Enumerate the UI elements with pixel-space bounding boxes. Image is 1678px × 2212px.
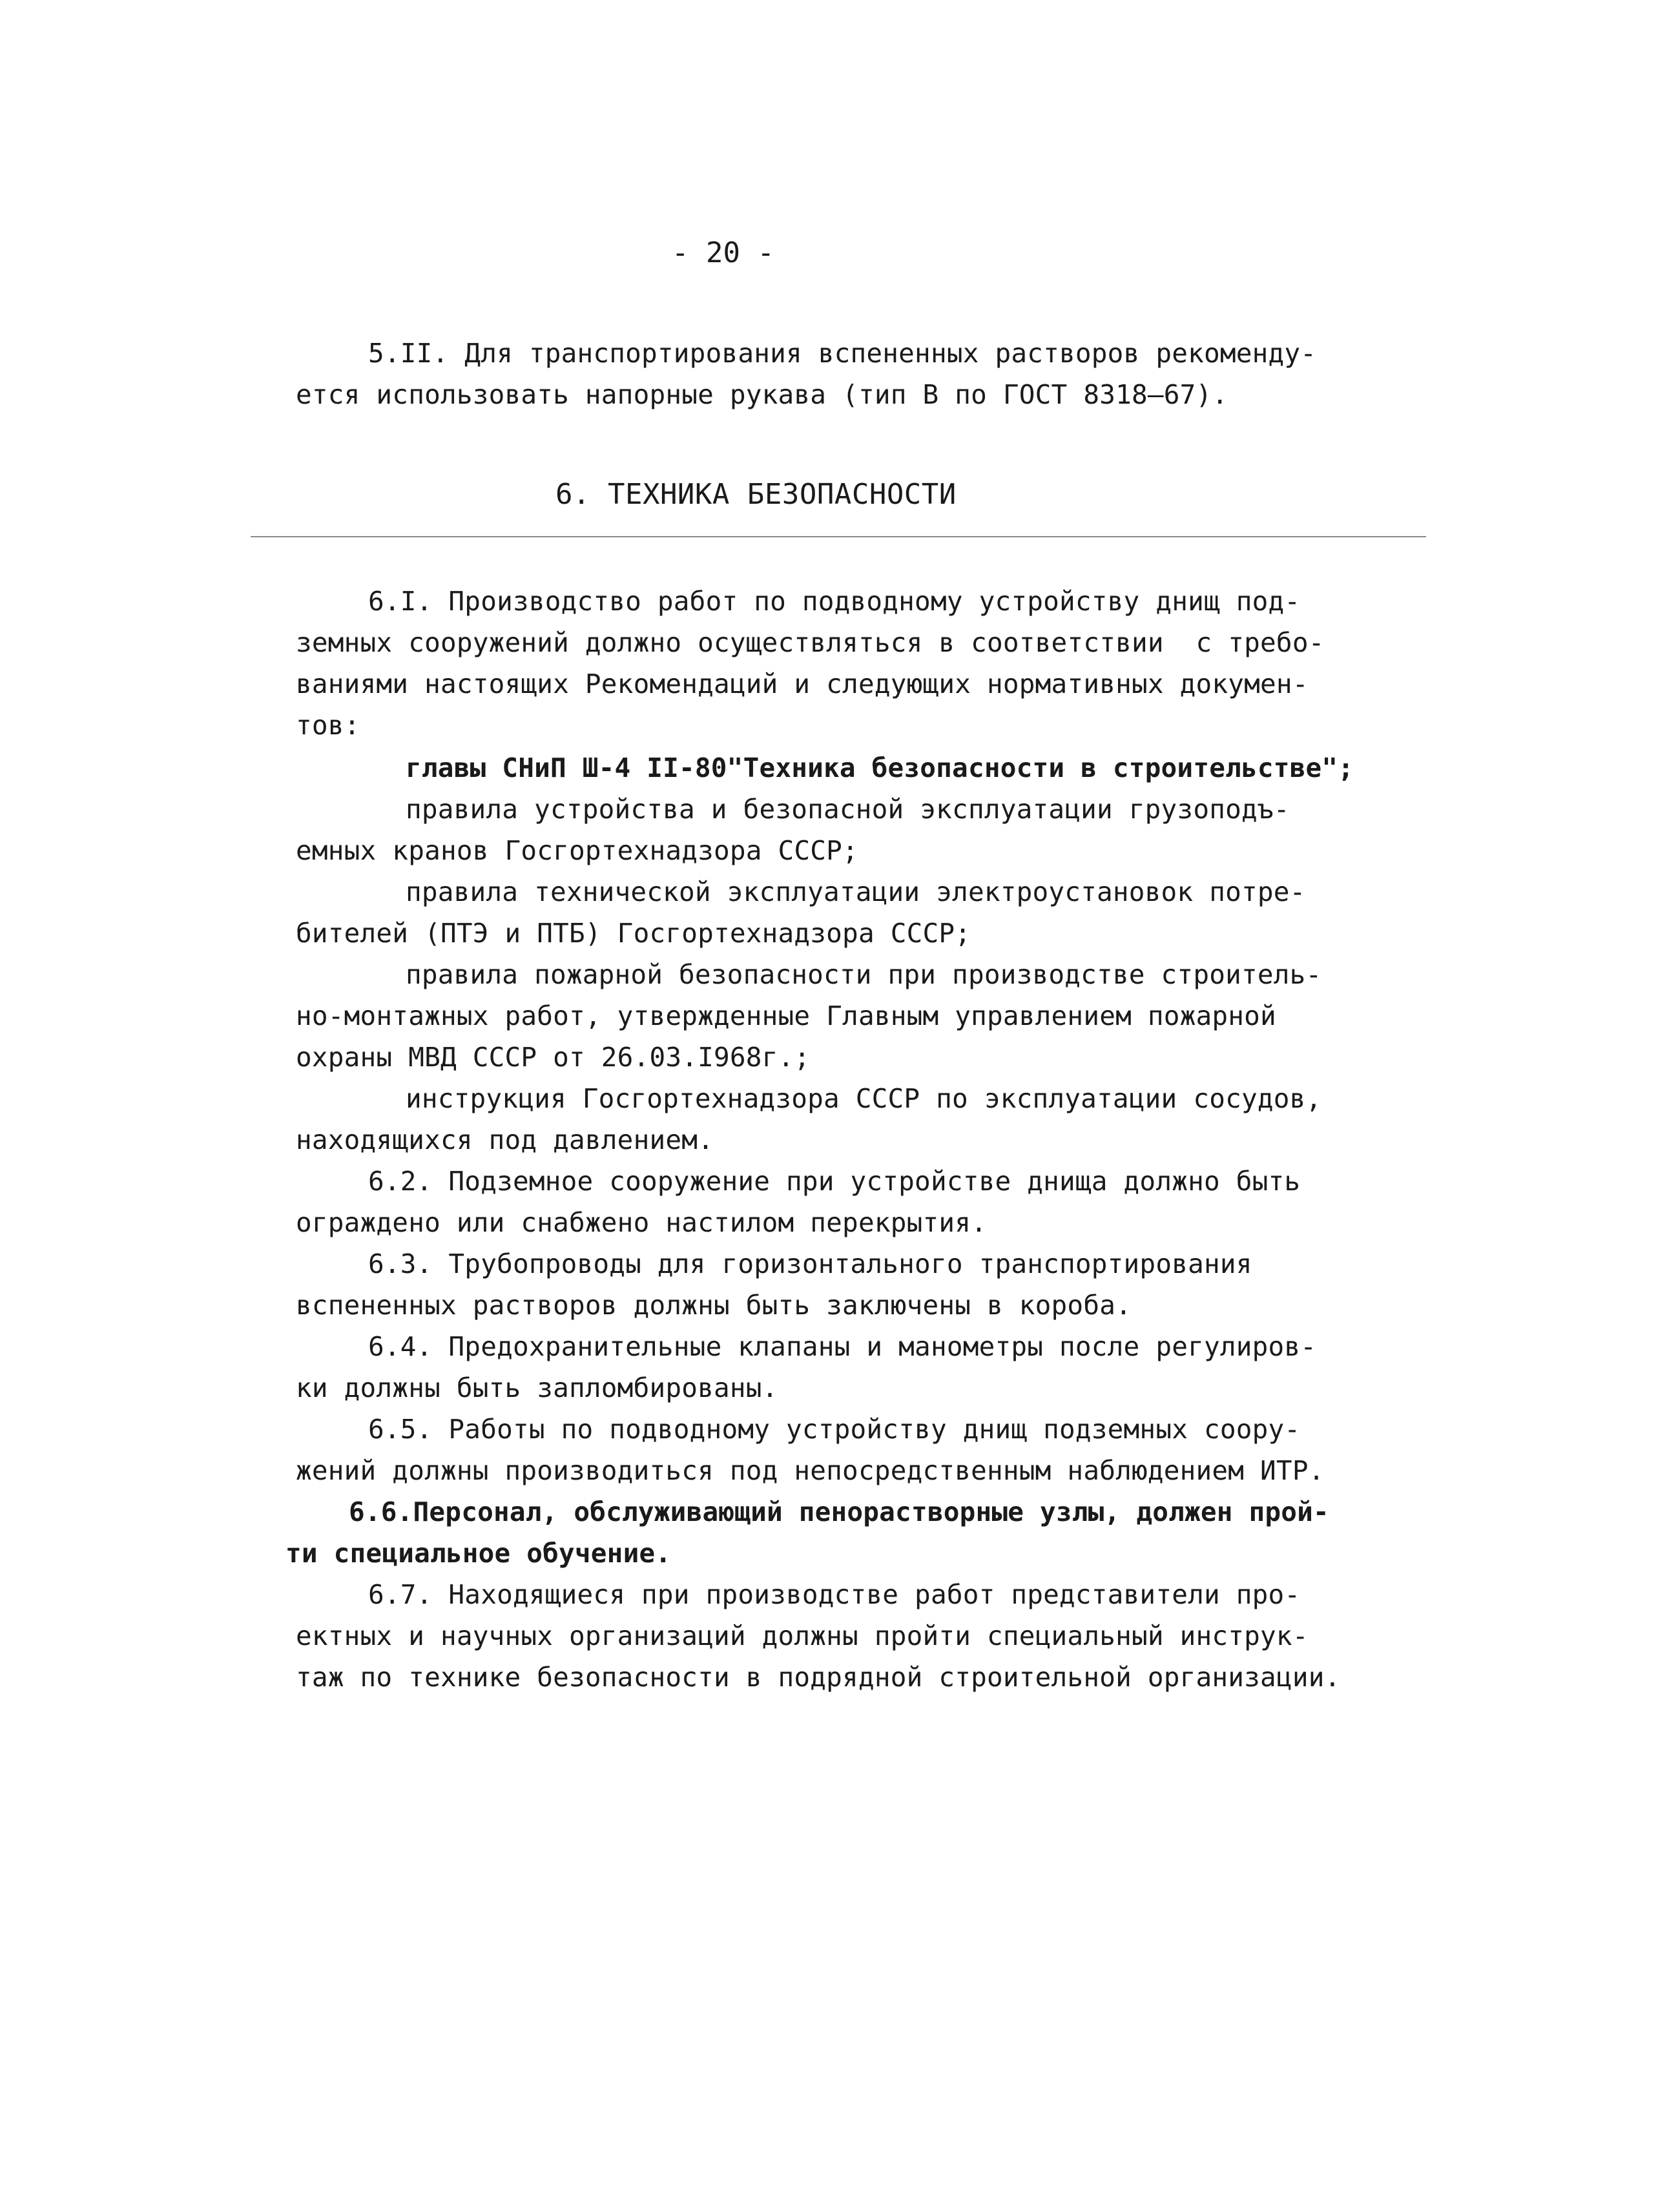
text-line: 6.I. Производство работ по подводному устройству днищ под-: [368, 586, 1301, 617]
text-line: находящихся под давлением.: [296, 1124, 714, 1155]
text-line: инструкция Госгортехнадзора СССР по эксплуатации сосудов,: [406, 1083, 1322, 1114]
text-line: охраны МВД СССР от 26.03.I968г.;: [296, 1042, 811, 1073]
text-line: бителей (ПТЭ и ПТБ) Госгортехнадзора СССР;: [296, 918, 971, 949]
text-line: 6.6.Персонал, обслуживающий пенорастворные узлы, должен прой-: [349, 1496, 1329, 1527]
text-line: ти специальное обучение.: [285, 1538, 672, 1569]
text-line: 5.II. Для транспортирования вспененных растворов рекоменду-: [368, 338, 1317, 369]
text-line: ки должны быть запломбированы.: [296, 1372, 778, 1403]
text-line: ограждено или снабжено настилом перекрытия.: [296, 1207, 988, 1238]
text-line: правила пожарной безопасности при производстве строитель-: [406, 959, 1322, 990]
text-line: правила устройства и безопасной эксплуатации грузоподъ-: [406, 794, 1290, 825]
text-line: ваниями настоящих Рекомендаций и следующих нормативных докумен-: [296, 668, 1309, 699]
text-line: 6.7. Находящиеся при производстве работ представители про-: [368, 1579, 1301, 1610]
divider-line: [251, 536, 1426, 537]
text-line: 6.4. Предохранительные клапаны и манометры после регулиров-: [368, 1331, 1317, 1362]
text-line: но-монтажных работ, утвержденные Главным управлением пожарной: [296, 1000, 1276, 1031]
text-line: таж по технике безопасности в подрядной строительной организации.: [296, 1662, 1341, 1693]
text-line: 6.3. Трубопроводы для горизонтального транспортирования: [368, 1248, 1252, 1279]
section-title: 6. ТЕХНИКА БЕЗОПАСНОСТИ: [555, 478, 957, 511]
text-line: главы СНиП Ш-4 II-80"Техника безопасности в строительстве";: [406, 752, 1354, 783]
text-line: емных кранов Госгортехнадзора СССР;: [296, 835, 858, 866]
text-line: правила технической эксплуатации электроустановок потре-: [406, 876, 1306, 907]
text-line: ется использовать напорные рукава (тип В по ГОСТ 8318–67).: [296, 379, 1228, 410]
text-line: земных сооружений должно осуществляться в соответствии с требо-: [296, 627, 1325, 658]
text-line: жений должны производиться под непосредственным наблюдением ИТР.: [296, 1455, 1325, 1486]
text-line: ектных и научных организаций должны пройти специальный инструк-: [296, 1620, 1309, 1651]
text-line: 6.2. Подземное сооружение при устройстве днища должно быть: [368, 1166, 1301, 1197]
text-line: тов:: [296, 710, 360, 741]
page-number: - 20 -: [672, 236, 774, 269]
text-line: вспененных растворов должны быть заключены в короба.: [296, 1290, 1132, 1321]
text-line: 6.5. Работы по подводному устройству днищ подземных соору-: [368, 1414, 1301, 1445]
